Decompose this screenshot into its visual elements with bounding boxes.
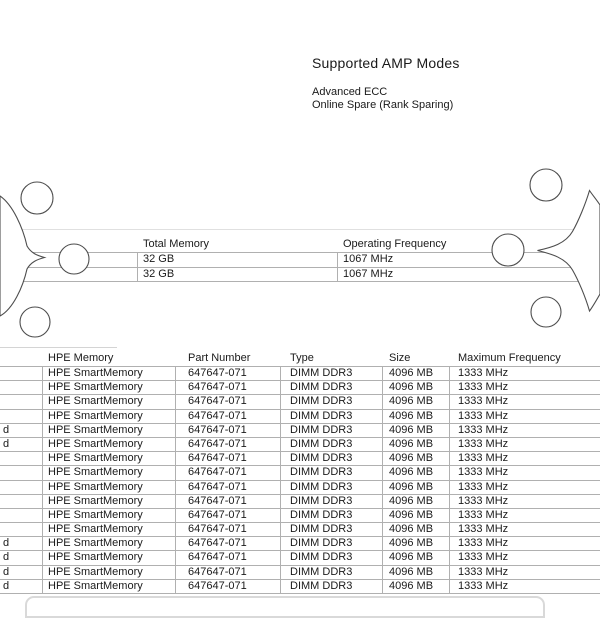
table-cell: 1333 MHz — [450, 424, 600, 437]
table-cell: 1333 MHz — [450, 523, 600, 536]
table-cell — [0, 452, 43, 465]
table-cell: 647647-071 — [176, 523, 281, 536]
memory-table-body — [0, 366, 600, 593]
column-header-size: Size — [383, 352, 450, 366]
table-cell: HPE SmartMemory — [43, 566, 176, 579]
table-cell: 1333 MHz — [450, 580, 600, 593]
summary-cell: 32 GB — [138, 268, 338, 282]
decorative-circle-icon — [531, 297, 561, 327]
table-cell: DIMM DDR3 — [281, 452, 383, 465]
table-cell: DIMM DDR3 — [281, 537, 383, 550]
table-cell: d — [0, 580, 43, 593]
table-row — [0, 380, 600, 394]
table-cell: HPE SmartMemory — [43, 580, 176, 593]
table-cell: 647647-071 — [176, 395, 281, 408]
table-cell — [0, 523, 43, 536]
table-cell: DIMM DDR3 — [281, 580, 383, 593]
table-cell: 4096 MB — [383, 466, 450, 479]
table-cell: 647647-071 — [176, 452, 281, 465]
table-row — [0, 423, 600, 437]
table-cell: DIMM DDR3 — [281, 566, 383, 579]
clipped-column-header — [0, 352, 43, 366]
table-cell: DIMM DDR3 — [281, 495, 383, 508]
summary-row — [0, 252, 600, 267]
amp-mode-item: Online Spare (Rank Sparing) — [312, 99, 453, 112]
table-cell: HPE SmartMemory — [43, 537, 176, 550]
table-row — [0, 536, 600, 550]
table-cell: d — [0, 566, 43, 579]
summary-cell — [0, 253, 138, 267]
table-cell: HPE SmartMemory — [43, 509, 176, 522]
memory-detail-table — [0, 352, 600, 594]
summary-table-body — [0, 252, 600, 281]
summary-cell: 32 GB — [138, 253, 338, 267]
table-row — [0, 579, 600, 593]
table-cell: HPE SmartMemory — [43, 395, 176, 408]
column-header-maximum-frequency: Maximum Frequency — [450, 352, 600, 366]
table-cell: HPE SmartMemory — [43, 410, 176, 423]
table-cell: HPE SmartMemory — [43, 466, 176, 479]
table-cell: HPE SmartMemory — [43, 367, 176, 380]
table-cell: 4096 MB — [383, 481, 450, 494]
summary-cell: 1067 MHz — [338, 253, 600, 267]
table-cell: 647647-071 — [176, 438, 281, 451]
table-cell: HPE SmartMemory — [43, 424, 176, 437]
table-cell: DIMM DDR3 — [281, 481, 383, 494]
page-title: Supported AMP Modes — [312, 55, 460, 71]
table-cell: 1333 MHz — [450, 566, 600, 579]
memory-header-row — [0, 352, 600, 366]
table-cell: 1333 MHz — [450, 410, 600, 423]
table-row — [0, 465, 600, 479]
table-cell: 647647-071 — [176, 509, 281, 522]
table-cell: 1333 MHz — [450, 481, 600, 494]
table-cell: 4096 MB — [383, 495, 450, 508]
table-cell: 1333 MHz — [450, 367, 600, 380]
table-cell: DIMM DDR3 — [281, 410, 383, 423]
table-cell — [0, 481, 43, 494]
table-cell: 1333 MHz — [450, 495, 600, 508]
table-cell: d — [0, 424, 43, 437]
table-cell: 1333 MHz — [450, 551, 600, 564]
table-cell: DIMM DDR3 — [281, 395, 383, 408]
table-cell: d — [0, 551, 43, 564]
table-cell: d — [0, 537, 43, 550]
column-header-hpe-memory: HPE Memory — [43, 352, 176, 366]
summary-cell — [0, 268, 138, 282]
table-cell: DIMM DDR3 — [281, 367, 383, 380]
decorative-circle-icon — [20, 307, 50, 337]
table-row — [0, 366, 600, 380]
table-cell: 4096 MB — [383, 381, 450, 394]
bottom-panel — [25, 596, 545, 618]
table-cell — [0, 367, 43, 380]
table-cell: 647647-071 — [176, 495, 281, 508]
table-cell: HPE SmartMemory — [43, 438, 176, 451]
table-cell: 647647-071 — [176, 410, 281, 423]
table-row — [0, 437, 600, 451]
table-cell: 1333 MHz — [450, 509, 600, 522]
table-cell: 4096 MB — [383, 452, 450, 465]
table-cell: 1333 MHz — [450, 381, 600, 394]
table-row — [0, 451, 600, 465]
table-cell: 1333 MHz — [450, 537, 600, 550]
table-cell — [0, 395, 43, 408]
table-cell: 4096 MB — [383, 395, 450, 408]
table-cell: 4096 MB — [383, 523, 450, 536]
column-header-total-memory: Total Memory — [138, 238, 338, 252]
table-row — [0, 394, 600, 408]
table-row — [0, 409, 600, 423]
table-cell: 4096 MB — [383, 509, 450, 522]
table-cell: 647647-071 — [176, 424, 281, 437]
table-cell: DIMM DDR3 — [281, 523, 383, 536]
table-cell: 4096 MB — [383, 438, 450, 451]
column-header-operating-frequency: Operating Frequency — [338, 238, 600, 252]
table-cell: 647647-071 — [176, 566, 281, 579]
table-cell: 647647-071 — [176, 381, 281, 394]
table-cell: HPE SmartMemory — [43, 495, 176, 508]
table-cell: 647647-071 — [176, 580, 281, 593]
table-cell: DIMM DDR3 — [281, 509, 383, 522]
table-cell: 4096 MB — [383, 580, 450, 593]
table-cell: DIMM DDR3 — [281, 381, 383, 394]
table-cell: 4096 MB — [383, 424, 450, 437]
table-row — [0, 508, 600, 522]
table-cell — [0, 466, 43, 479]
table-cell: 1333 MHz — [450, 466, 600, 479]
table-cell: 4096 MB — [383, 537, 450, 550]
table-cell: DIMM DDR3 — [281, 424, 383, 437]
table-cell: 4096 MB — [383, 367, 450, 380]
table-row — [0, 494, 600, 508]
table-cell: 647647-071 — [176, 551, 281, 564]
table-cell: 647647-071 — [176, 367, 281, 380]
table-cell: 1333 MHz — [450, 452, 600, 465]
table-cell: 647647-071 — [176, 537, 281, 550]
table-cell — [0, 509, 43, 522]
table-cell: DIMM DDR3 — [281, 466, 383, 479]
table-cell: 4096 MB — [383, 551, 450, 564]
table-row — [0, 550, 600, 564]
faint-divider-line — [0, 229, 600, 230]
table-cell: HPE SmartMemory — [43, 381, 176, 394]
table-cell: DIMM DDR3 — [281, 551, 383, 564]
table-cell: HPE SmartMemory — [43, 452, 176, 465]
summary-header-row — [0, 238, 600, 252]
table-row — [0, 565, 600, 579]
faint-divider-line — [0, 347, 117, 348]
table-cell: 1333 MHz — [450, 395, 600, 408]
decorative-circle-icon — [530, 169, 562, 201]
amp-mode-item: Advanced ECC — [312, 86, 453, 99]
table-cell: 4096 MB — [383, 566, 450, 579]
column-header-type: Type — [281, 352, 383, 366]
table-cell: DIMM DDR3 — [281, 438, 383, 451]
table-cell: HPE SmartMemory — [43, 481, 176, 494]
clipped-column-header — [0, 238, 138, 252]
table-row — [0, 480, 600, 494]
summary-cell: 1067 MHz — [338, 268, 600, 282]
table-cell — [0, 495, 43, 508]
summary-row — [0, 267, 600, 282]
table-cell: 647647-071 — [176, 466, 281, 479]
column-header-part-number: Part Number — [176, 352, 281, 366]
decorative-circle-icon — [21, 182, 53, 214]
table-cell: d — [0, 438, 43, 451]
memory-summary-table — [0, 238, 600, 282]
table-cell — [0, 381, 43, 394]
table-cell: 647647-071 — [176, 481, 281, 494]
table-row — [0, 522, 600, 536]
table-cell — [0, 410, 43, 423]
table-cell: 1333 MHz — [450, 438, 600, 451]
table-cell: HPE SmartMemory — [43, 551, 176, 564]
table-cell: 4096 MB — [383, 410, 450, 423]
table-cell: HPE SmartMemory — [43, 523, 176, 536]
amp-modes-list — [312, 86, 453, 111]
